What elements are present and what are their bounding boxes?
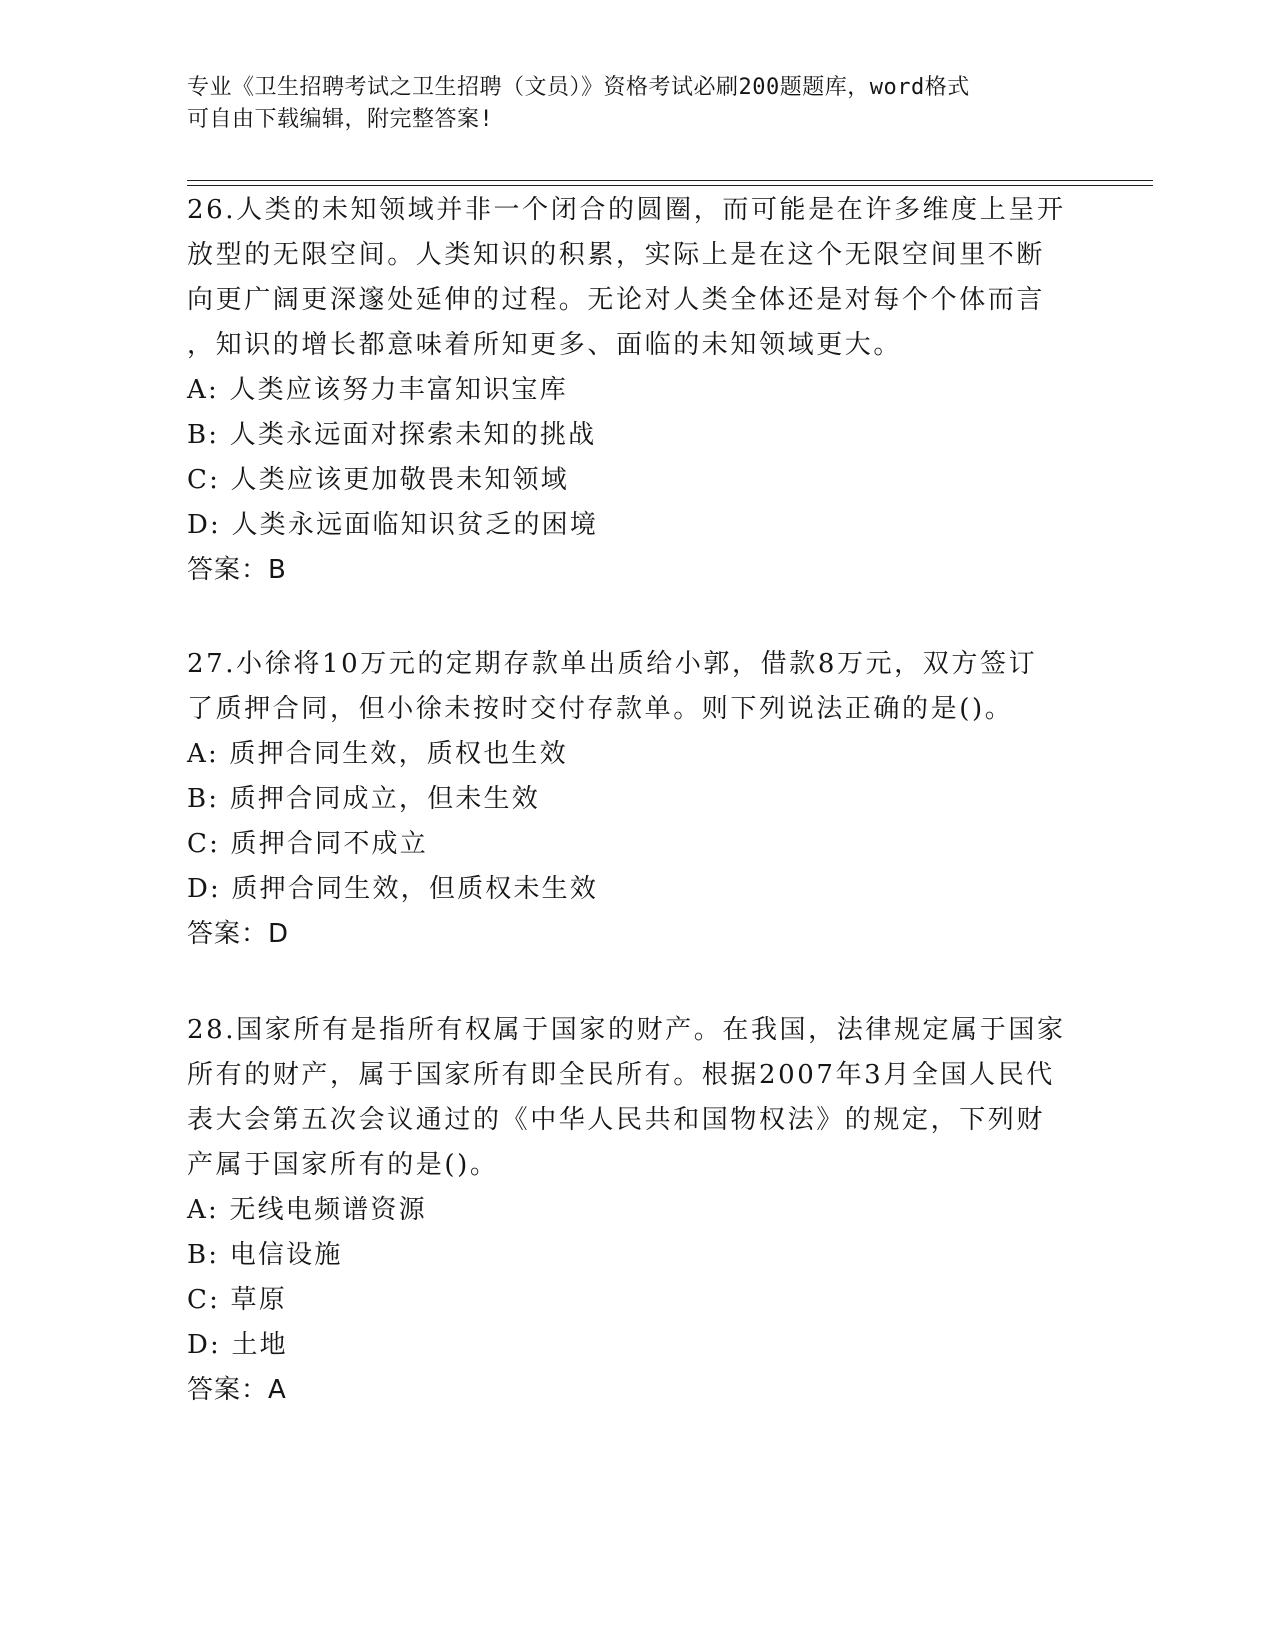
question-27 [187,642,1087,957]
question-stem-line: 向更广阔更深邃处延伸的过程。无论对人类全体还是对每个个体而言 [187,285,1046,315]
option-b: B: 质押合同成立，但未生效 [187,784,540,814]
header-line-1: 专业《卫生招聘考试之卫生招聘（文员）》资格考试必刷200题题库，word格式 [187,75,970,100]
option-d: D: 人类永远面临知识贫乏的困境 [187,510,599,540]
option-c: C: 草原 [187,1285,287,1315]
option-c: C: 质押合同不成立 [187,829,428,859]
option-a: A: 质押合同生效，质权也生效 [187,739,568,769]
document-header [187,72,1087,136]
question-stem-line: 27.小徐将10万元的定期存款单出质给小郭，借款8万元，双方签订 [187,649,1038,679]
option-d: D: 土地 [187,1330,288,1360]
option-d: D: 质押合同生效，但质权未生效 [187,874,599,904]
option-b: B: 人类永远面对探索未知的挑战 [187,420,597,450]
question-26 [187,188,1087,593]
answer-label: 答案：A [187,1375,287,1405]
header-divider-bottom [187,185,1153,186]
question-28 [187,1008,1087,1413]
question-stem-line: 表大会第五次会议通过的《中华人民共和国物权法》的规定，下列财 [187,1105,1046,1135]
question-stem-line: 26.人类的未知领域并非一个闭合的圆圈，而可能是在许多维度上呈开 [187,195,1066,225]
question-stem-line: 所有的财产，属于国家所有即全民所有。根据2007年3月全国人民代 [187,1060,1055,1090]
question-stem-line: 了质押合同，但小徐未按时交付存款单。则下列说法正确的是()。 [187,694,1014,724]
header-divider-top [187,180,1153,181]
answer-label: 答案：B [187,555,287,585]
question-stem-line: 28.国家所有是指所有权属于国家的财产。在我国，法律规定属于国家 [187,1015,1066,1045]
question-stem-line: ，知识的增长都意味着所知更多、面临的未知领域更大。 [187,330,903,360]
option-a: A: 无线电频谱资源 [187,1195,427,1225]
question-stem-line: 产属于国家所有的是()。 [187,1150,499,1180]
answer-label: 答案：D [187,919,290,949]
option-b: B: 电信设施 [187,1240,343,1270]
option-a: A: 人类应该努力丰富知识宝库 [187,375,568,405]
question-stem-line: 放型的无限空间。人类知识的积累，实际上是在这个无限空间里不断 [187,240,1046,270]
header-line-2: 可自由下载编辑，附完整答案! [187,107,494,132]
option-c: C: 人类应该更加敬畏未知领域 [187,465,569,495]
